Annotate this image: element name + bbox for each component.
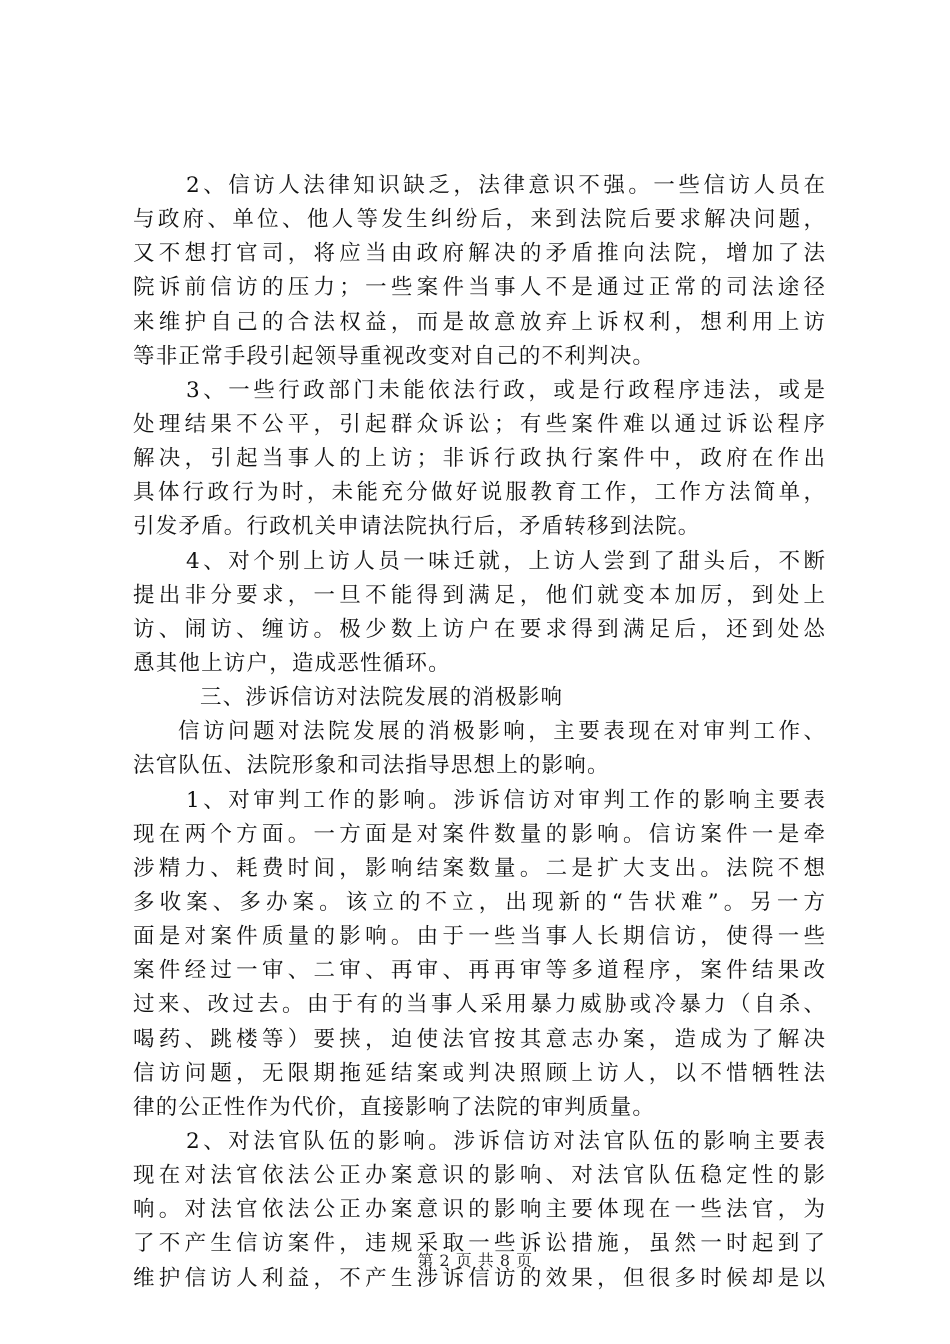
text-line: 法官队伍、法院形象和司法指导思想上的影响。 — [133, 753, 610, 779]
text-line: 了不产生信访案件，违规采取一些诉讼措施，虽然一时起到了 — [133, 1231, 825, 1257]
text-line: 访、闹访、缠访。极少数上访户在要求得到满足后，还到处怂 — [133, 616, 825, 642]
text-line: 维护信访人利益，不产生涉诉信访的效果，但很多时候却是以 — [133, 1265, 825, 1291]
text-line: 现在对法官依法公正办案意识的影响、对法官队伍稳定性的影 — [133, 1163, 825, 1189]
text-line: 现在两个方面。一方面是对案件数量的影响。信访案件一是牵 — [133, 821, 825, 847]
text-line: 恿其他上访户，造成恶性循环。 — [133, 650, 451, 676]
text-line: 3、一些行政部门未能依法行政，或是行政程序违法，或是 — [186, 377, 825, 403]
text-line: 具体行政行为时，未能充分做好说服教育工作，工作方法简单， — [133, 480, 825, 506]
text-line: 1、对审判工作的影响。涉诉信访对审判工作的影响主要表 — [186, 787, 825, 813]
text-line: 信访问题对法院发展的消极影响，主要表现在对审判工作、 — [178, 719, 825, 745]
text-line: 解决，引起当事人的上访；非诉行政执行案件中，政府在作出 — [133, 446, 825, 472]
page-footer: 第 2 页 共 8 页 — [417, 1251, 533, 1270]
text-line: 与政府、单位、他人等发生纠纷后，来到法院后要求解决问题， — [133, 207, 825, 233]
text-line: 4、对个别上访人员一味迁就，上访人尝到了甜头后，不断 — [186, 548, 825, 574]
text-line: 过来、改过去。由于有的当事人采用暴力威胁或冷暴力（自杀、 — [133, 992, 825, 1018]
text-line: 引发矛盾。行政机关申请法院执行后，矛盾转移到法院。 — [133, 514, 701, 540]
text-line: 信访问题，无限期拖延结案或判决照顾上访人，以不惜牺牲法 — [133, 1060, 825, 1086]
text-line: 律的公正性作为代价，直接影响了法院的审判质量。 — [133, 1094, 656, 1120]
text-line: 多收案、多办案。该立的不立，出现新的“告状难”。另一方 — [133, 889, 825, 915]
text-line: 来维护自己的合法权益，而是故意放弃上诉权利，想利用上访 — [133, 309, 825, 335]
text-line: 涉精力、耗费时间，影响结案数量。二是扩大支出。法院不想 — [133, 855, 825, 881]
text-line: 响。对法官依法公正办案意识的影响主要体现在一些法官，为 — [133, 1197, 825, 1223]
text-line: 案件经过一审、二审、再审、再再审等多道程序，案件结果改 — [133, 958, 825, 984]
text-line: 处理结果不公平，引起群众诉讼；有些案件难以通过诉讼程序 — [133, 411, 825, 437]
text-line: 等非正常手段引起领导重视改变对自己的不利判决。 — [133, 343, 656, 369]
text-line: 2、对法官队伍的影响。涉诉信访对法官队伍的影响主要表 — [186, 1128, 825, 1154]
document-body — [133, 169, 825, 1296]
text-line: 提出非分要求，一旦不能得到满足，他们就变本加厉，到处上 — [133, 582, 825, 608]
text-line: 院诉前信访的压力；一些案件当事人不是通过正常的司法途径 — [133, 275, 825, 301]
text-line: 喝药、跳楼等）要挟，迫使法官按其意志办案，造成为了解决 — [133, 1026, 825, 1052]
text-line: 2、信访人法律知识缺乏，法律意识不强。一些信访人员在 — [186, 173, 825, 198]
text-line: 又不想打官司，将应当由政府解决的矛盾推向法院，增加了法 — [133, 241, 825, 267]
text-line: 面是对案件质量的影响。由于一些当事人长期信访，使得一些 — [133, 924, 825, 950]
text-line: 三、涉诉信访对法院发展的消极影响 — [200, 685, 564, 711]
